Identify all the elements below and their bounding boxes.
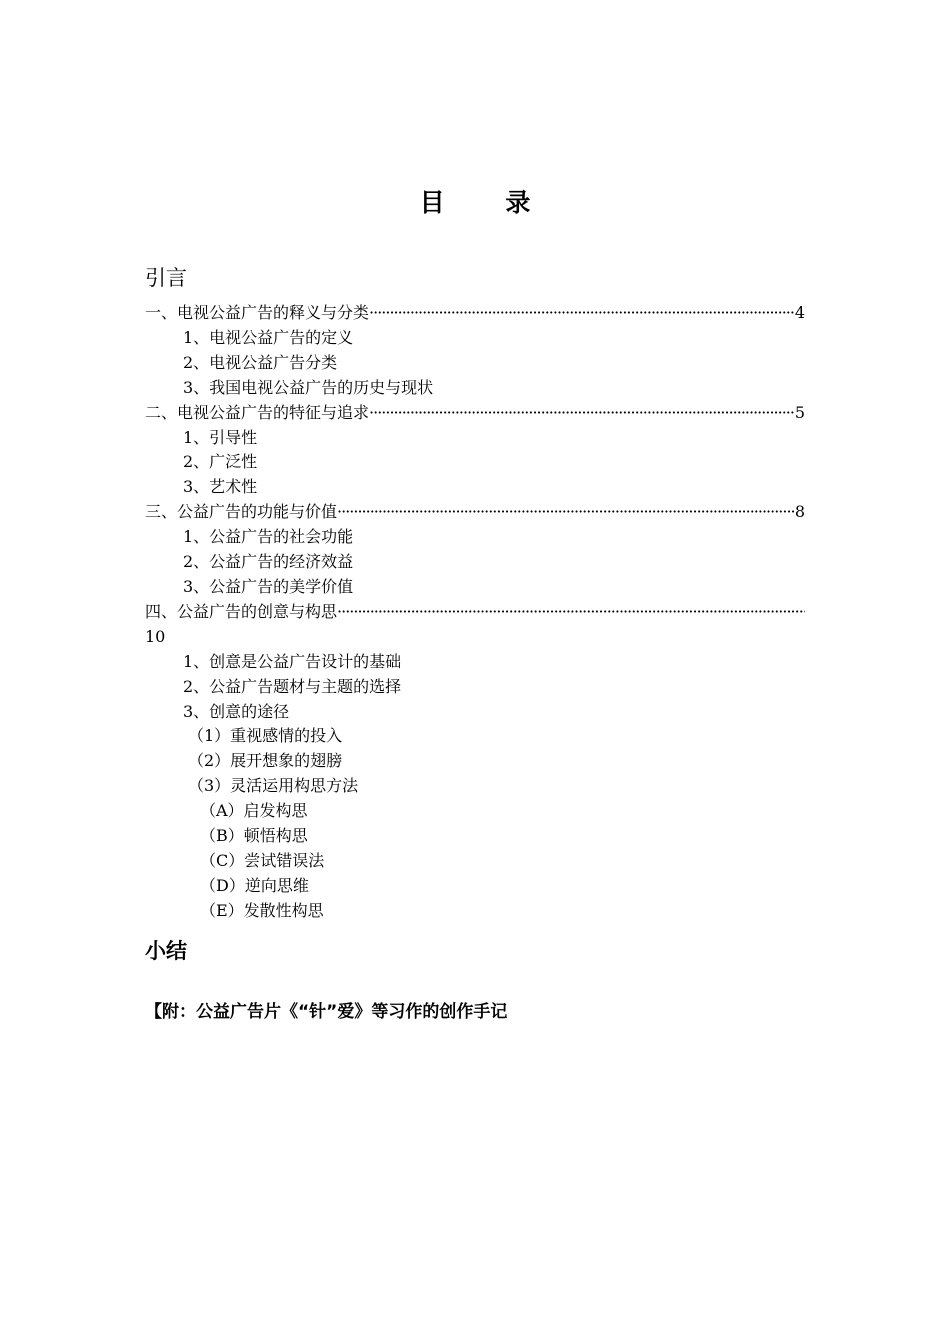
toc-leader-dots — [369, 401, 795, 426]
toc-subitem[interactable]: （1）重视感情的投入 — [188, 726, 343, 746]
toc-item[interactable]: 3、我国电视公益广告的历史与现状 — [183, 377, 434, 397]
toc-leader-dots — [369, 301, 795, 326]
toc-item[interactable]: 2、广泛性 — [183, 452, 258, 472]
toc-method-item[interactable]: （D）逆向思维 — [200, 875, 309, 895]
toc-item[interactable]: 3、创意的途径 — [183, 701, 290, 721]
intro-heading: 引言 — [145, 266, 187, 290]
toc-page-number: 8 — [794, 502, 805, 522]
toc-section-label: 三、公益广告的功能与价值 — [145, 502, 338, 522]
toc-section-1[interactable] — [145, 301, 805, 326]
toc-page-number: 4 — [794, 303, 805, 322]
toc-method-item[interactable]: （C）尝试错误法 — [200, 850, 325, 870]
table-of-contents — [145, 301, 805, 924]
toc-page-number: 10 — [145, 626, 166, 646]
toc-section-label: 四、公益广告的创意与构思 — [145, 601, 338, 621]
toc-method-item[interactable]: （E）发散性构思 — [200, 900, 324, 920]
appendix-note: 【附：公益广告片《“针”爱》等习作的创作手记 — [145, 1002, 508, 1022]
toc-method-item[interactable]: （B）顿悟构思 — [200, 826, 308, 846]
toc-item[interactable]: 1、创意是公益广告设计的基础 — [183, 651, 402, 671]
toc-item[interactable]: 1、引导性 — [183, 427, 258, 447]
toc-item[interactable]: 3、艺术性 — [183, 477, 258, 497]
toc-leader-dots — [337, 600, 805, 625]
toc-leader-dots — [337, 500, 795, 525]
toc-section-2[interactable] — [145, 401, 805, 426]
toc-section-label: 二、电视公益广告的特征与追求 — [145, 402, 370, 422]
toc-item[interactable]: 2、公益广告题材与主题的选择 — [183, 676, 402, 696]
toc-item[interactable]: 1、公益广告的社会功能 — [183, 527, 354, 547]
toc-section-3[interactable] — [145, 500, 805, 525]
toc-subitem[interactable]: （3）灵活运用构思方法 — [188, 776, 359, 796]
toc-item[interactable]: 3、公益广告的美学价值 — [183, 576, 354, 596]
toc-method-item[interactable]: （A）启发构思 — [200, 801, 308, 821]
page-title: 目 录 — [419, 188, 557, 217]
summary-heading: 小结 — [145, 939, 187, 963]
toc-item[interactable]: 1、电视公益广告的定义 — [183, 327, 354, 347]
toc-item[interactable]: 2、公益广告的经济效益 — [183, 552, 354, 572]
toc-section-label: 一、电视公益广告的释义与分类 — [145, 303, 370, 322]
toc-subitem[interactable]: （2）展开想象的翅膀 — [188, 751, 343, 771]
toc-section-4[interactable] — [145, 600, 805, 625]
toc-page-number: 5 — [794, 402, 805, 422]
toc-item[interactable]: 2、电视公益广告分类 — [183, 352, 338, 372]
